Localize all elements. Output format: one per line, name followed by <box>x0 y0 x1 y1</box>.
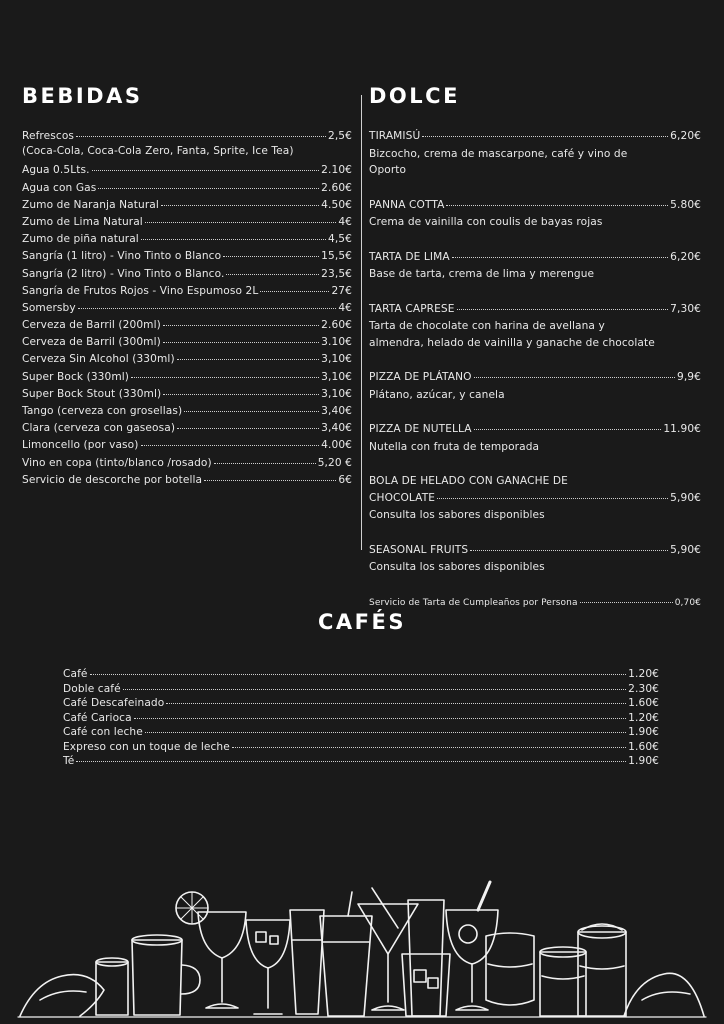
item-price: 15,5€ <box>321 250 352 263</box>
item-name: BOLA DE HELADO CON GANACHE DE <box>369 475 568 487</box>
dot-leader <box>177 349 319 360</box>
item-description: Base de tarta, crema de lima y merengue <box>369 268 595 280</box>
item-name: Agua con Gas <box>22 181 97 194</box>
list-item <box>369 369 701 403</box>
dot-leader <box>474 419 662 430</box>
dot-leader <box>163 332 319 343</box>
item-name: Expreso con un toque de leche <box>63 740 230 753</box>
dot-leader <box>98 178 319 189</box>
bebidas-title: BEBIDAS <box>22 84 143 108</box>
item-name: PIZZA DE PLÁTANO <box>369 371 472 383</box>
item-name: Zumo de piña natural <box>22 233 139 246</box>
dot-leader <box>474 367 675 378</box>
item-name: Tango (cerveza con grosellas) <box>22 405 183 417</box>
item-name: Super Bock Stout (330ml) <box>22 387 162 400</box>
item-name: Refrescos <box>22 130 75 142</box>
tall-mug-icon <box>132 940 182 1015</box>
napkin-left-icon <box>20 975 104 1016</box>
item-price: 2.60€ <box>321 319 352 332</box>
bebidas-list <box>22 128 352 489</box>
dot-leader <box>141 229 326 240</box>
list-item <box>63 753 659 768</box>
item-name: Té <box>63 755 75 767</box>
dot-leader <box>226 264 319 275</box>
dolce-list <box>369 128 701 611</box>
item-price: 2,5€ <box>328 130 352 142</box>
item-price: 1.90€ <box>628 726 659 738</box>
list-item <box>369 301 701 352</box>
dot-leader <box>437 488 668 499</box>
dot-leader <box>446 195 668 206</box>
item-price: 6,20€ <box>670 130 701 142</box>
mug-icon <box>96 962 128 1015</box>
dot-leader <box>92 160 320 171</box>
napkin-right-icon <box>624 973 704 1016</box>
dot-leader <box>260 281 329 292</box>
item-name: Zumo de Naranja Natural <box>22 198 159 211</box>
item-price: 27€ <box>331 284 352 297</box>
item-name: Super Bock (330ml) <box>22 370 130 383</box>
item-price: 6€ <box>338 473 352 486</box>
item-name: Cerveza de Barril (300ml) <box>22 336 161 349</box>
item-name: Sangría de Frutos Rojos - Vino Espumoso 2L <box>22 284 259 297</box>
item-name: Vino en copa (tinto/blanco /rosado) <box>22 456 212 469</box>
pint-glass-icon <box>320 916 372 1016</box>
item-price: 11.90€ <box>663 423 701 435</box>
dot-leader <box>184 401 319 412</box>
list-item <box>369 197 701 231</box>
item-name: Doble café <box>63 682 121 695</box>
item-price: 4.00€ <box>321 439 352 452</box>
dot-leader <box>223 246 319 257</box>
item-price: 5,90€ <box>670 543 701 556</box>
item-price: 4€ <box>338 301 352 314</box>
item-price: 4.50€ <box>321 198 352 211</box>
highball-glass-icon <box>290 910 324 1014</box>
item-price: 7,30€ <box>670 302 701 315</box>
item-description: Plátano, azúcar, y canela <box>369 388 505 401</box>
item-description: Consulta los sabores disponibles <box>369 509 545 521</box>
item-name: Café Carioca <box>63 711 132 724</box>
dot-leader <box>163 384 319 395</box>
dot-leader <box>166 693 626 704</box>
item-name: TARTA CAPRESE <box>369 302 455 315</box>
item-price: 2.60€ <box>321 181 352 194</box>
service-item <box>369 594 701 612</box>
item-name: Agua 0.5Lts. <box>22 164 90 177</box>
dot-leader <box>452 247 668 258</box>
item-price: 5,90€ <box>670 491 701 504</box>
item-name: Cerveza de Barril (200ml) <box>22 319 161 332</box>
dot-leader <box>134 708 626 719</box>
dot-leader <box>232 737 626 748</box>
item-name: CHOCOLATE <box>369 491 436 504</box>
item-price: 23,5€ <box>321 267 352 280</box>
dot-leader <box>161 195 319 206</box>
item-description: Bizcocho, crema de mascarpone, café y vino de <box>369 147 628 160</box>
item-name: TIRAMISÚ <box>369 130 421 142</box>
dot-leader <box>76 751 626 762</box>
dot-leader <box>204 470 336 481</box>
item-price: 3.10€ <box>321 336 352 349</box>
item-description: almendra, helado de vainilla y ganache de chocolate <box>369 336 655 349</box>
drinks-illustration <box>0 870 724 1024</box>
item-name: Café con leche <box>63 726 143 738</box>
item-price: 6,20€ <box>670 250 701 263</box>
item-price: 3,40€ <box>321 405 352 417</box>
cafes-list <box>63 666 659 768</box>
item-price: 3,10€ <box>321 370 352 383</box>
goblet-icon <box>446 910 498 964</box>
item-name: Sangría (2 litro) - Vino Tinto o Blanco. <box>22 267 225 280</box>
item-description: Crema de vainilla con coulis de bayas rojas <box>369 216 603 228</box>
item-price: 3,10€ <box>321 387 352 400</box>
list-item <box>369 421 701 455</box>
item-price: 1.60€ <box>628 697 659 709</box>
dot-leader <box>145 722 626 733</box>
dot-leader <box>141 435 320 446</box>
item-name: Sangría (1 litro) - Vino Tinto o Blanco <box>22 250 222 263</box>
list-item <box>369 249 701 283</box>
item-name: PANNA COTTA <box>369 198 445 211</box>
list-item <box>369 473 701 524</box>
dot-leader <box>131 367 319 378</box>
item-name: Servicio de descorche por botella <box>22 473 203 486</box>
item-price: 1.20€ <box>628 668 659 680</box>
item-price: 2.30€ <box>628 682 659 695</box>
item-name: Café <box>63 668 88 680</box>
item-price: 0,70€ <box>674 597 701 608</box>
item-price: 2.10€ <box>321 164 352 177</box>
list-item <box>22 128 352 145</box>
dot-leader <box>90 664 627 675</box>
item-name: SEASONAL FRUITS <box>369 543 469 556</box>
dot-leader <box>76 126 326 137</box>
dolce-title: DOLCE <box>369 84 460 108</box>
dot-leader <box>163 315 319 326</box>
dot-leader <box>214 453 316 464</box>
item-description: Nutella con fruta de temporada <box>369 440 540 453</box>
item-price: 4,5€ <box>328 233 352 246</box>
item-name: Limoncello (por vaso) <box>22 439 139 452</box>
dessert-bowl-icon <box>486 933 534 1005</box>
dot-leader <box>457 299 669 310</box>
dot-leader <box>580 592 673 603</box>
item-note: (Coca-Cola, Coca-Cola Zero, Fanta, Sprite, Ice Tea) <box>22 145 294 158</box>
item-description: Oporto <box>369 164 407 176</box>
item-price: 4€ <box>338 215 352 228</box>
item-price: 1.90€ <box>628 755 659 767</box>
item-description: Tarta de chocolate con harina de avellana y <box>369 320 605 332</box>
item-name: Cerveza Sin Alcohol (330ml) <box>22 353 175 366</box>
item-price: 5,20 € <box>317 456 352 469</box>
item-name: Clara (cerveza con gaseosa) <box>22 422 176 435</box>
item-name: Somersby <box>22 301 76 314</box>
item-price: 3,10€ <box>321 353 352 366</box>
item-name: Café Descafeinado <box>63 697 165 709</box>
item-description: Consulta los sabores disponibles <box>369 561 545 573</box>
item-name: Servicio de Tarta de Cumpleaños por Persona <box>369 597 578 608</box>
dot-leader <box>470 540 668 551</box>
list-item <box>22 472 352 489</box>
item-price: 1.60€ <box>628 740 659 753</box>
dot-leader <box>422 126 668 137</box>
dot-leader <box>177 418 319 429</box>
item-name: Zumo de Lima Natural <box>22 215 143 228</box>
dot-leader <box>145 212 336 223</box>
cocktail-glass-icon <box>198 912 246 958</box>
straw-glass-icon <box>408 900 444 1016</box>
list-item <box>369 128 701 179</box>
item-price: 1.20€ <box>628 711 659 724</box>
item-price: 9,9€ <box>677 371 701 383</box>
item-price: 5.80€ <box>670 198 701 211</box>
tumbler-icon <box>402 954 450 1016</box>
dot-leader <box>123 679 626 690</box>
cafes-title: CAFÉS <box>318 610 406 634</box>
item-price: 3,40€ <box>321 422 352 435</box>
column-divider <box>361 95 362 550</box>
item-name: PIZZA DE NUTELLA <box>369 423 472 435</box>
dot-leader <box>78 298 337 309</box>
ice-glass-icon <box>246 920 290 968</box>
item-name: TARTA DE LIMA <box>369 250 450 263</box>
jar-icon <box>540 952 586 1016</box>
list-item <box>369 542 701 576</box>
